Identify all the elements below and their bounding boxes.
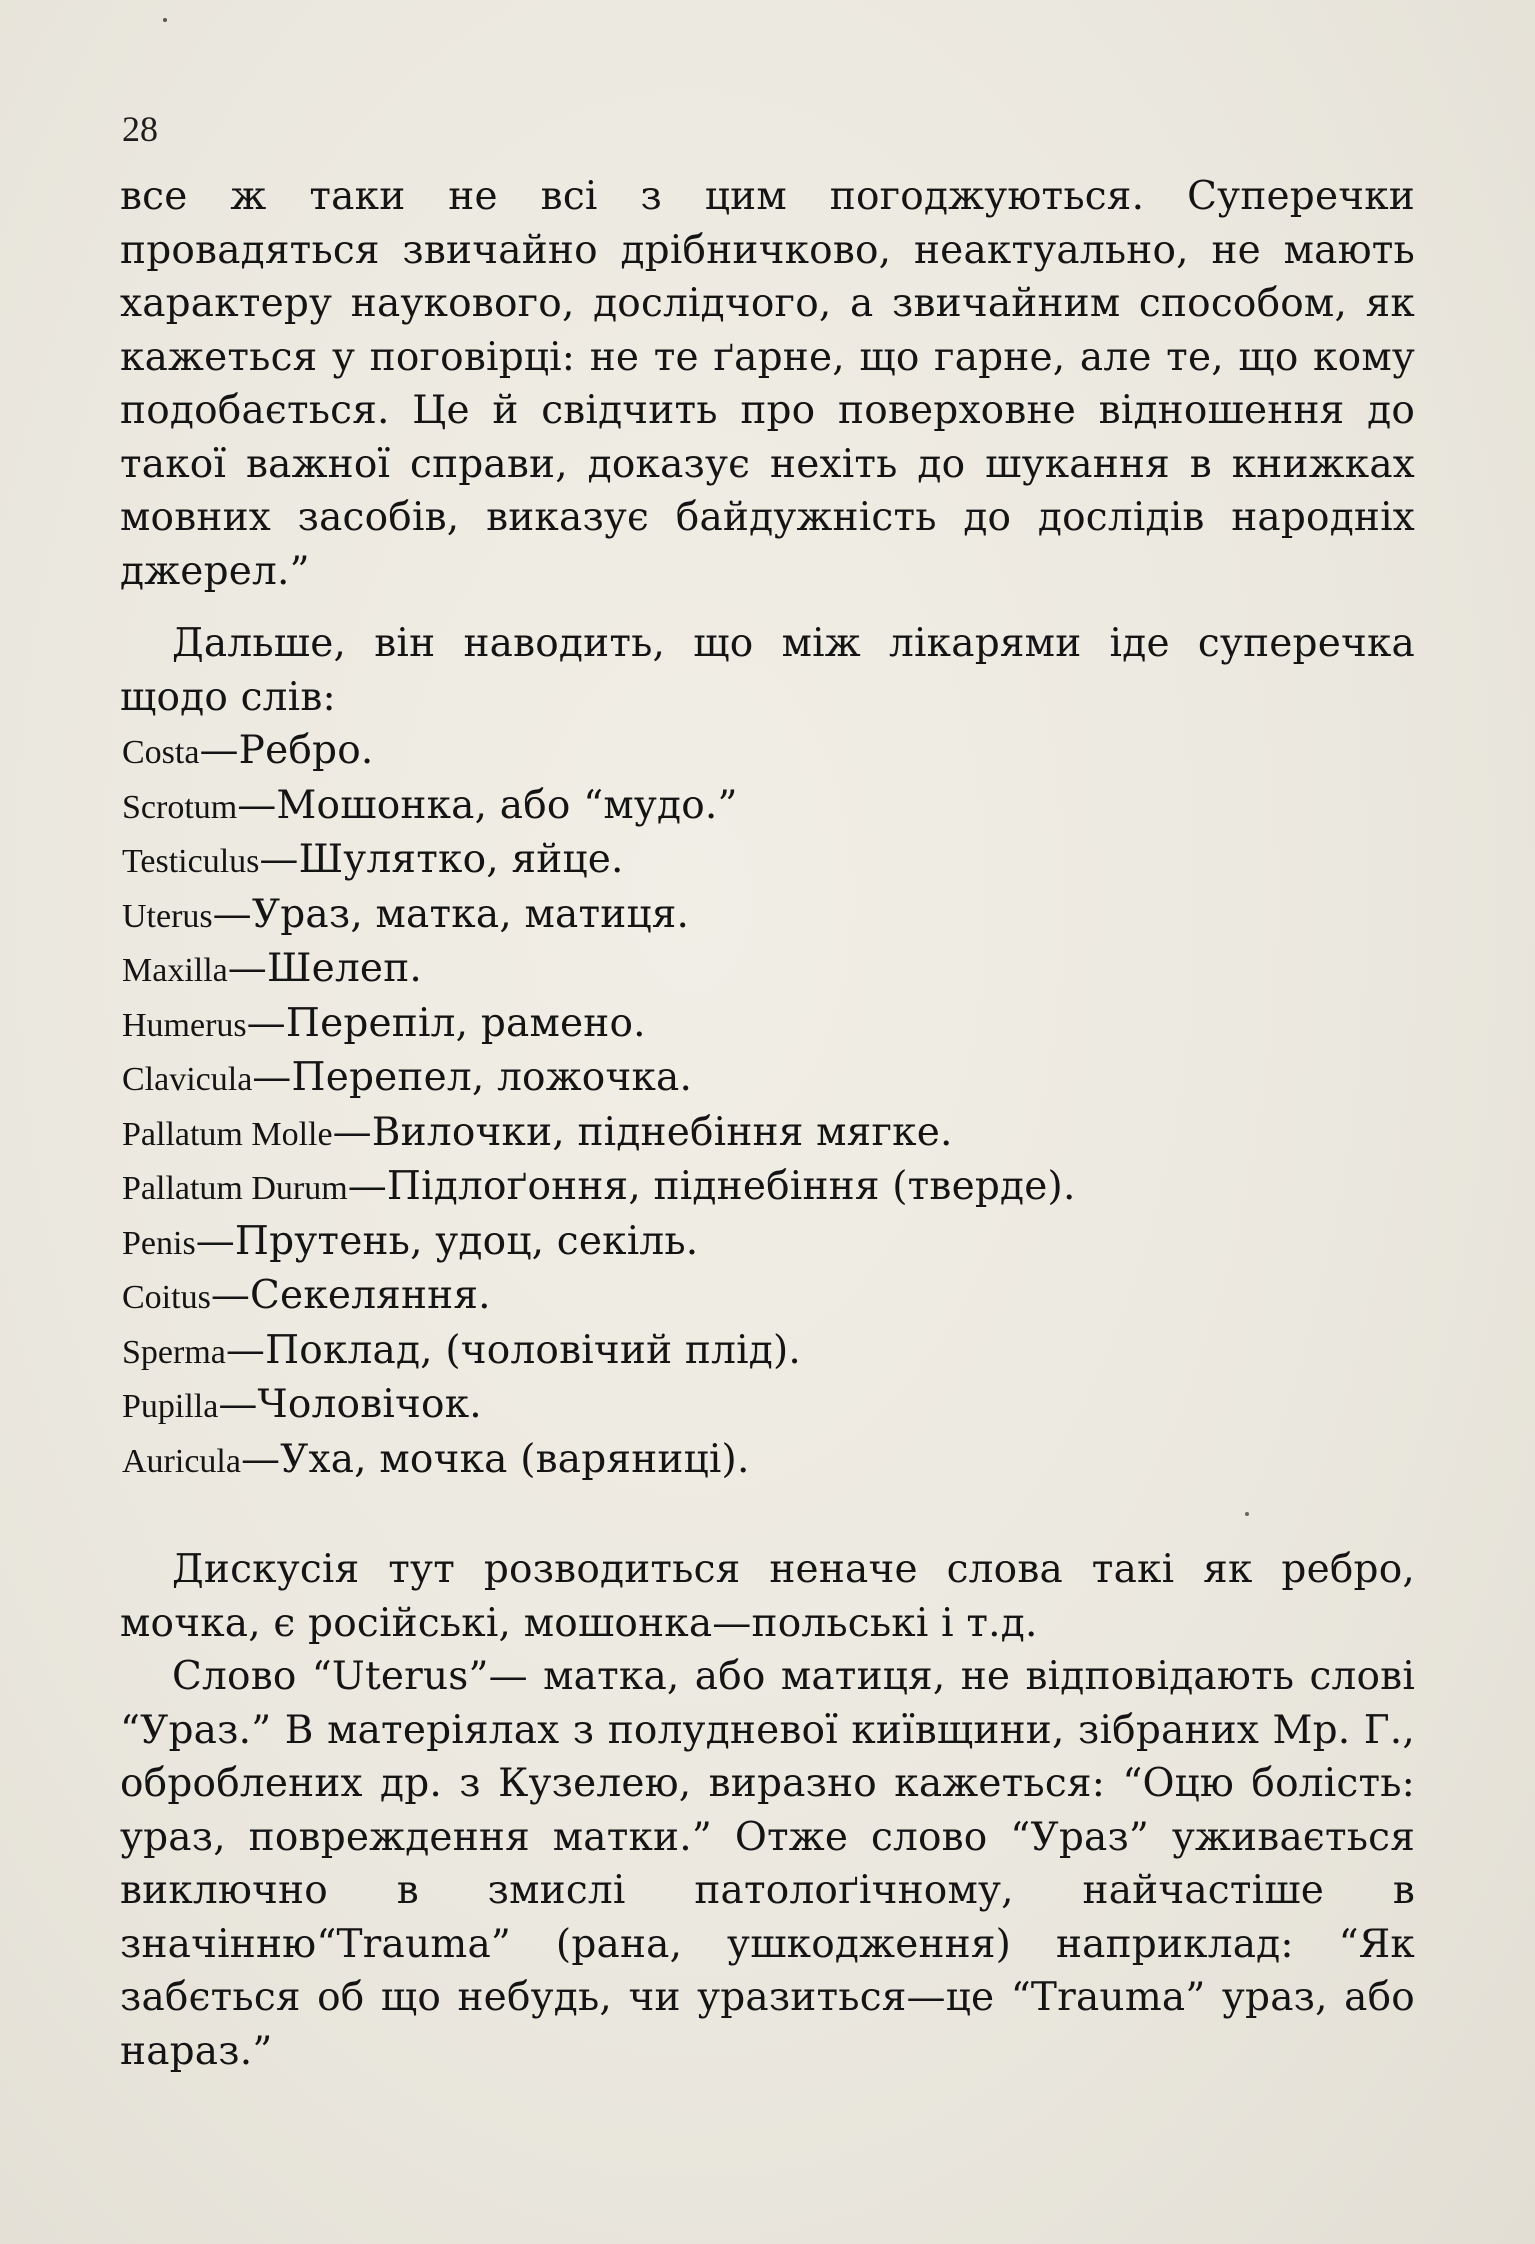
- term-row: [122, 1324, 1422, 1379]
- term-row: [122, 1433, 1422, 1488]
- paragraph-uterus-term: Слово “Uterus”— матка, або матиця, не відповідають слові “Ураз.” В матеріялах з полудневої київщини, зібраних Мр. Г., оброблених др. з Кузелею, виразно кажеться: “Оцю болість: ураз, повреждення матки.” Отже слово “Ураз” уживається виключно в змислі патолоґічному, найчастіше в значінню“Trauma” (рана, ушкодження) наприклад: “Як забється об що небудь, чи уразиться—це “Trauma” ураз, або нараз.”: [120, 1654, 1415, 2074]
- term-ukrainian: Секеляння.: [250, 1273, 491, 1318]
- term-dash: —: [199, 728, 239, 773]
- term-dash: —: [237, 782, 277, 828]
- term-ukrainian: Поклад, (чоловічий плід).: [265, 1327, 801, 1373]
- term-ukrainian: Уха, мочка (варяниці).: [280, 1436, 750, 1482]
- term-latin: Penis: [122, 1224, 196, 1262]
- term-row: [122, 1269, 1422, 1324]
- term-latin: Pupilla: [122, 1388, 219, 1425]
- term-row: [122, 1160, 1422, 1215]
- term-ukrainian: Шулятко, яйце.: [298, 837, 624, 882]
- term-ukrainian: Підлоґоння, піднебіння (тверде).: [386, 1164, 1076, 1209]
- paragraph-discussion: Дискусія тут розводиться неначе слова такі як ребро, мочка, є російські, мошонка—польські і т.д.: [120, 1547, 1415, 1646]
- term-ukrainian: Чоловічок.: [257, 1382, 482, 1427]
- term-row: [122, 888, 1422, 943]
- paragraph-quote-end: все ж таки не всі з цим погоджуються. Суперечки провадяться звичайно дрібничково, неактуально, не мають характеру наукового, дослідчого, а звичайним способом, як кажеться у поговірці: не те ґарне, що гарне, але те, що кому подобається. Це й свідчить про поверховне відношення до такої важної справи, доказує нехіть до шукання в книжках мовних засобів, виказує байдужність до дослідів народніх джерел.”: [120, 174, 1415, 594]
- term-ukrainian: Вилочки, піднебіння мягке.: [371, 1109, 953, 1155]
- scan-speck: [163, 18, 167, 22]
- term-row: [122, 833, 1422, 888]
- term-dash: —: [246, 1000, 286, 1046]
- term-row: [122, 1051, 1422, 1106]
- term-dash: —: [227, 946, 267, 991]
- term-latin: Coitus: [122, 1279, 211, 1316]
- term-row: [122, 1106, 1422, 1161]
- term-latin: Pallatum Molle: [122, 1115, 333, 1153]
- term-ukrainian: Перепіл, рамено.: [285, 1000, 646, 1046]
- term-row: [122, 779, 1422, 834]
- term-dash: —: [259, 837, 299, 882]
- term-ukrainian: Шелеп.: [266, 946, 422, 991]
- term-latin: Uterus: [122, 897, 213, 935]
- term-dash: —: [240, 1436, 281, 1482]
- term-latin: Humerus: [122, 1006, 247, 1044]
- page-number: 28: [122, 109, 158, 149]
- term-ukrainian: Перепел, ложочка.: [291, 1055, 693, 1100]
- term-row: [122, 1215, 1422, 1270]
- term-ukrainian: Мошонка, або “мудо.”: [276, 782, 738, 828]
- term-ukrainian: Ребро.: [238, 728, 374, 773]
- term-dash: —: [332, 1109, 372, 1155]
- term-dash: —: [218, 1382, 258, 1427]
- term-list: [122, 724, 1422, 1487]
- term-row: [122, 997, 1422, 1052]
- term-latin: Sperma: [122, 1333, 226, 1371]
- term-latin: Pallatum Durum: [122, 1170, 348, 1207]
- term-dash: —: [210, 1273, 251, 1318]
- term-dash: —: [347, 1164, 387, 1209]
- term-row: [122, 942, 1422, 997]
- term-dash: —: [212, 891, 252, 937]
- term-latin: Costa: [122, 734, 200, 771]
- scan-speck: [1245, 1512, 1249, 1516]
- term-ukrainian: Ураз, матка, матиця.: [251, 891, 690, 937]
- term-dash: —: [252, 1055, 292, 1100]
- term-dash: —: [225, 1327, 266, 1373]
- term-ukrainian: Прутень, удоц, секіль.: [234, 1218, 699, 1264]
- term-latin: Maxilla: [122, 952, 228, 989]
- term-row: [122, 724, 1422, 779]
- term-dash: —: [195, 1218, 235, 1264]
- paragraph-terms-intro: Дальше, він наводить, що між лікарями іде суперечка щодо слів:: [120, 621, 1415, 720]
- term-latin: Testiculus: [122, 843, 260, 880]
- term-row: [122, 1378, 1422, 1433]
- term-latin: Clavicula: [122, 1061, 253, 1098]
- term-latin: Scrotum: [122, 788, 238, 826]
- term-latin: Auricula: [122, 1442, 241, 1480]
